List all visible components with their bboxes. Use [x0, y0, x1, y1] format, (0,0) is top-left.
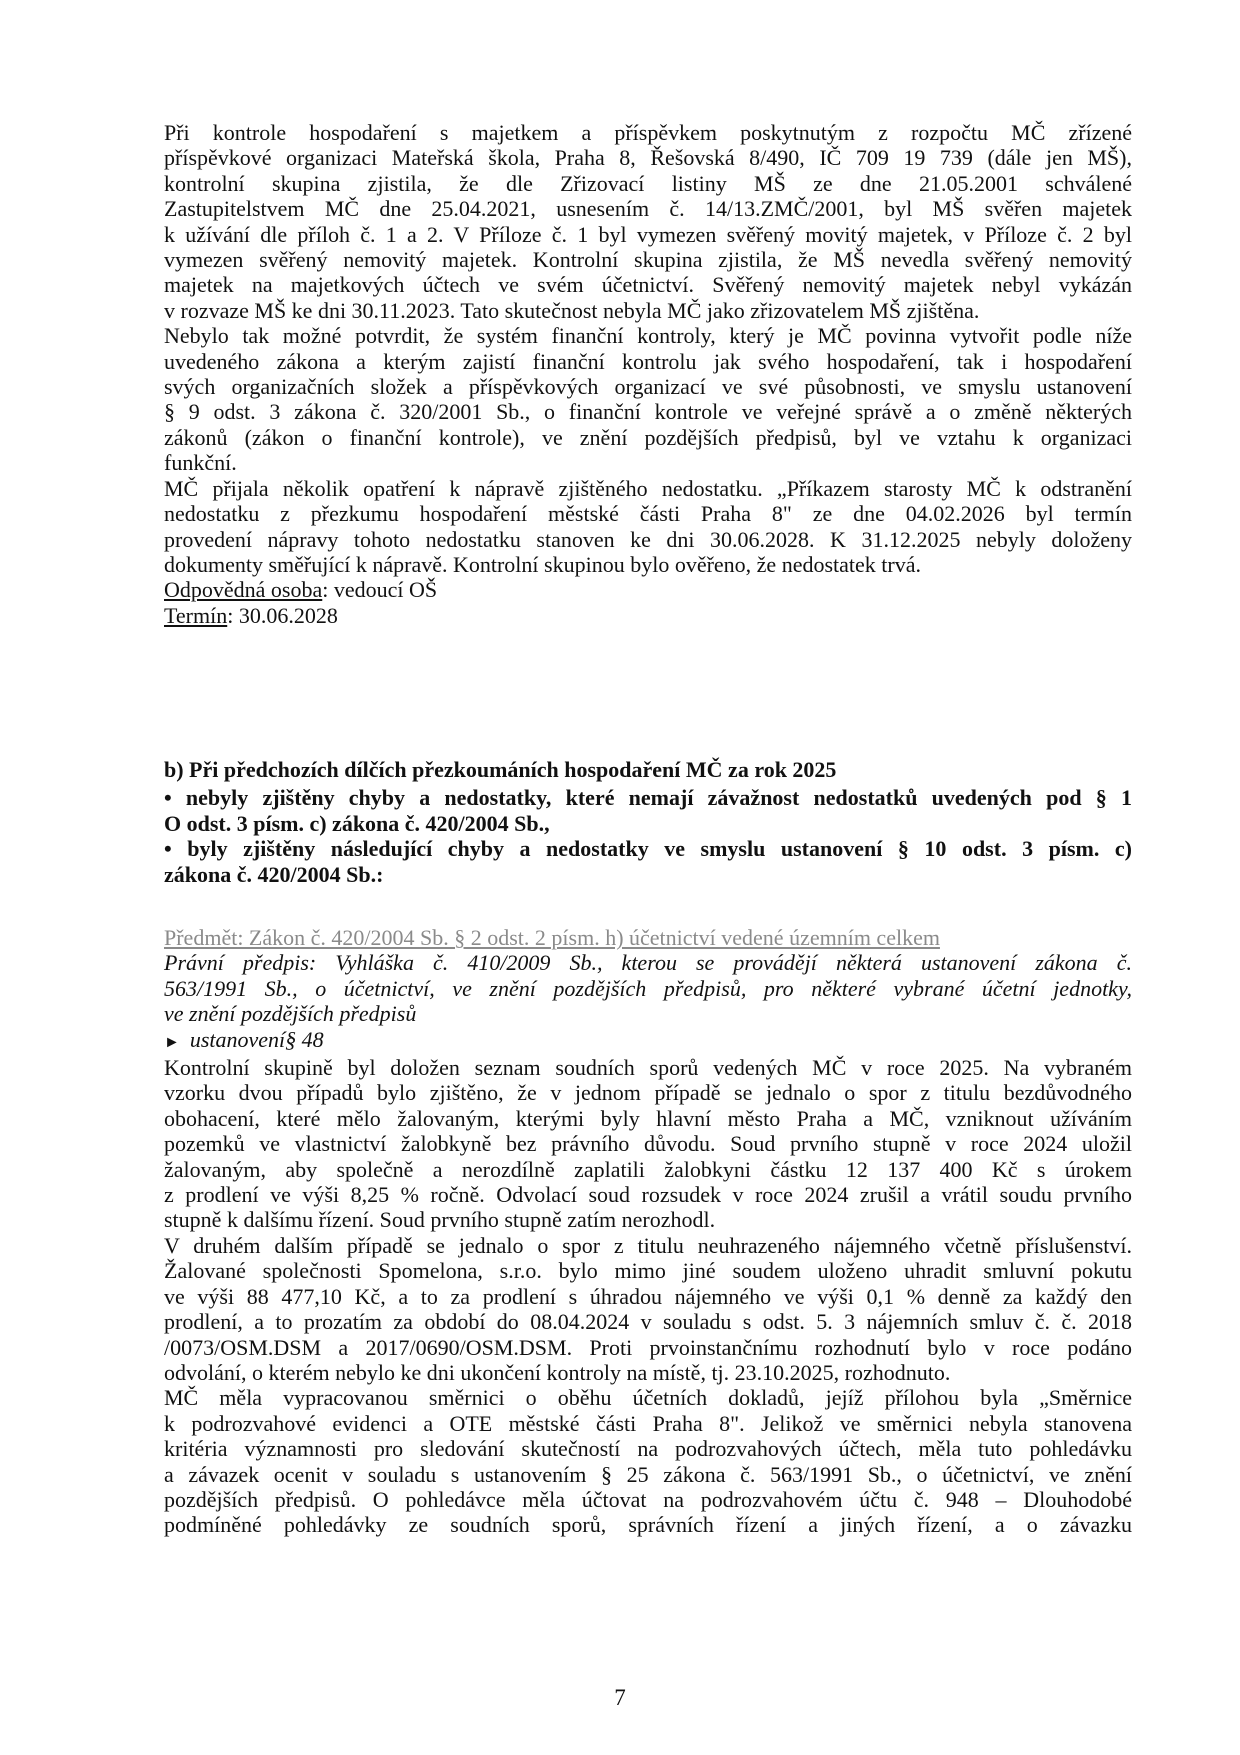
finding-line: V druhém dalším případě se jednalo o spor z titulu neuhrazeného nájemného včetně příslušenství.	[164, 1232, 1132, 1258]
regulation-line: 563/1991 Sb., o účetnictví, ve znění pozdějších předpisů, pro některé vybrané účetní jednotky,	[164, 975, 1132, 1001]
intro-line: uvedeného zákona a kterým zajistí finanční kontrolu jak svého hospodaření, tak i hospodaření	[164, 348, 1132, 374]
intro-line: § 9 odst. 3 zákona č. 320/2001 Sb., o finanční kontrole ve veřejné správě a o změně některých	[164, 399, 1132, 425]
responsible-label: Odpovědná osoba	[164, 577, 323, 603]
bullet-errors: • byly zjištěny následující chyby a nedostatky ve smyslu ustanovení § 10 odst. 3 písm. c)	[164, 836, 1132, 862]
finding-line: podmíněné pohledávky ze soudních sporů, správních řízení a jiných řízení, a o závazku	[164, 1512, 1132, 1538]
intro-line: nedostatku z přezkumu hospodaření městské části Praha 8" ze dne 04.02.2026 byl termín	[164, 501, 1132, 527]
intro-line: dokumenty směřující k nápravě. Kontrolní skupinou bylo ověřeno, že nedostatek trvá.	[164, 551, 921, 577]
finding-line: vzorku dvou případů bylo zjištěno, že v jednom případě se jednalo o spor z titulu bezdůvodného	[164, 1080, 1132, 1106]
intro-line: Zastupitelstvem MČ dne 25.04.2021, usnesením č. 14/13.ZMČ/2001, byl MŠ svěřen majetek	[164, 196, 1132, 222]
intro-line: kontrolní skupina zjistila, že dle Zřizovací listiny MŠ ze dne 21.05.2001 schválené	[164, 170, 1132, 196]
bullet-errors-cont: zákona č. 420/2004 Sb.:	[164, 862, 384, 888]
intro-line: svých organizačních složek a příspěvkových organizací ve své působnosti, ve smyslu ustanovení	[164, 374, 1132, 400]
deadline	[164, 603, 1132, 628]
finding-line: pozdějších předpisů. O pohledávce měla účtovat na podrozvahovém účtu č. 948 – Dlouhodobé	[164, 1486, 1132, 1512]
section-b	[164, 757, 1132, 888]
intro-line: MČ přijala několik opatření k nápravě zjištěného nedostatku. „Příkazem starosty MČ k odstranění	[164, 475, 1132, 501]
finding-block	[164, 925, 1132, 1538]
finding-line: Kontrolní skupině byl doložen seznam soudních sporů vedených MČ v roce 2025. Na vybraném	[164, 1055, 1132, 1081]
finding-line: kritéria významnosti pro sledování skutečností na podrozvahových účtech, měla tuto pohledávku	[164, 1436, 1132, 1462]
finding-line: Žalované společnosti Spomelona, s.r.o. bylo mimo jiné soudem uloženo uhradit smluvní pokutu	[164, 1258, 1132, 1284]
finding-line: z prodlení ve výši 8,25 % ročně. Odvolací soud rozsudek v roce 2024 zrušil a vrátil soudu prvního	[164, 1182, 1132, 1208]
intro-line: vymezen svěřený nemovitý majetek. Kontrolní skupina zjistila, že MŠ nevedla svěřený nemovitý	[164, 247, 1132, 273]
regulation-line: Právní předpis: Vyhláška č. 410/2009 Sb., kterou se provádějí některá ustanovení zákona č.	[164, 950, 1132, 976]
deadline-label: Termín	[164, 602, 228, 628]
intro-line: v rozvaze MŠ ke dni 30.11.2023. Tato skutečnost nebyla MČ jako zřizovatelem MŠ zjištěna.	[164, 297, 980, 323]
finding-line: stupně k dalšímu řízení. Soud prvního stupně zatím nerozhodl.	[164, 1207, 716, 1233]
responsible-person	[164, 577, 1132, 602]
finding-line: k podrozvahové evidenci a OTE městské části Praha 8". Jelikož ve směrnici nebyla stanovena	[164, 1410, 1132, 1436]
intro-section	[164, 120, 1132, 628]
finding-line: prodlení, a to prozatím za období do 08.04.2024 v souladu s odst. 5. 3 nájemních smluv č. č. 2018	[164, 1309, 1132, 1335]
arrow-icon: ►	[164, 1033, 180, 1051]
intro-line: Nebylo tak možné potvrdit, že systém finanční kontroly, který je MČ povinna vytvořit podle níže	[164, 323, 1132, 349]
intro-line: Při kontrole hospodaření s majetkem a příspěvkem poskytnutým z rozpočtu MČ zřízené	[164, 120, 1132, 145]
finding-line: pozemků ve vlastnictví žalobkyně bez právního důvodu. Soud prvního stupně v roce 2024 uložil	[164, 1131, 1132, 1157]
intro-line: příspěvkové organizaci Mateřská škola, Praha 8, Řešovská 8/490, IČ 709 19 739 (dále jen MŠ),	[164, 145, 1132, 171]
intro-line: k užívání dle příloh č. 1 a 2. V Příloze č. 1 byl vymezen svěřený movitý majetek, v Příloze č. 2 byl	[164, 221, 1132, 247]
regulation-line: ve znění pozdějších předpisů	[164, 1001, 417, 1027]
finding-line: odvolání, o kterém nebylo ke dni ukončení kontroly na místě, tj. 23.10.2025, rozhodnuto.	[164, 1359, 951, 1385]
bullet-no-errors: • nebyly zjištěny chyby a nedostatky, které nemají závažnost nedostatků uvedených pod § 1	[164, 784, 1132, 810]
finding-line: MČ měla vypracovanou směrnici o oběhu účetních dokladů, jejíž přílohou byla „Směrnice	[164, 1385, 1132, 1411]
bullet-no-errors-cont: O odst. 3 písm. c) zákona č. 420/2004 Sb.,	[164, 810, 550, 836]
finding-line: a závazek ocenit v souladu s ustanovením § 25 zákona č. 563/1991 Sb., o účetnictví, ve znění	[164, 1461, 1132, 1487]
subject-line: Předmět: Zákon č. 420/2004 Sb. § 2 odst. 2 písm. h) účetnictví vedené územním celkem	[164, 925, 940, 950]
finding-line: ve výši 88 477,10 Kč, a to za prodlení s úhradou nájemného ve výši 0,1 % denně za každý den	[164, 1283, 1132, 1309]
intro-line: provedení nápravy tohoto nedostatku stanoven ke dni 30.06.2028. K 31.12.2025 nebyly doloženy	[164, 526, 1132, 552]
responsible-value: : vedoucí OŠ	[322, 577, 438, 603]
provision-text: ustanovení§ 48	[189, 1026, 324, 1052]
section-b-title: b) Při předchozích dílčích přezkoumáních hospodaření MČ za rok 2025	[164, 757, 837, 782]
deadline-value: : 30.06.2028	[227, 602, 338, 628]
intro-line: zákonů (zákon o finanční kontrole), ve znění pozdějších předpisů, byl ve vztahu k organizaci	[164, 424, 1132, 450]
intro-line: majetek na majetkových účtech ve svém účetnictví. Svěřený nemovitý majetek nebyl vykázán	[164, 272, 1132, 298]
finding-line: žalovaným, aby společně a nerozdílně zaplatili žalobkyni částku 12 137 400 Kč s úrokem	[164, 1156, 1132, 1182]
finding-line: obohacení, které mělo žalovaným, kterými byly hlavní město Praha a MČ, vzniknout užíváním	[164, 1105, 1132, 1131]
page-number: 7	[614, 1685, 626, 1710]
intro-line: funkční.	[164, 450, 237, 476]
provision-line	[164, 1027, 1132, 1055]
finding-line: /0073/OSM.DSM a 2017/0690/OSM.DSM. Proti prvoinstančnímu rozhodnutí bylo v roce podáno	[164, 1334, 1132, 1360]
